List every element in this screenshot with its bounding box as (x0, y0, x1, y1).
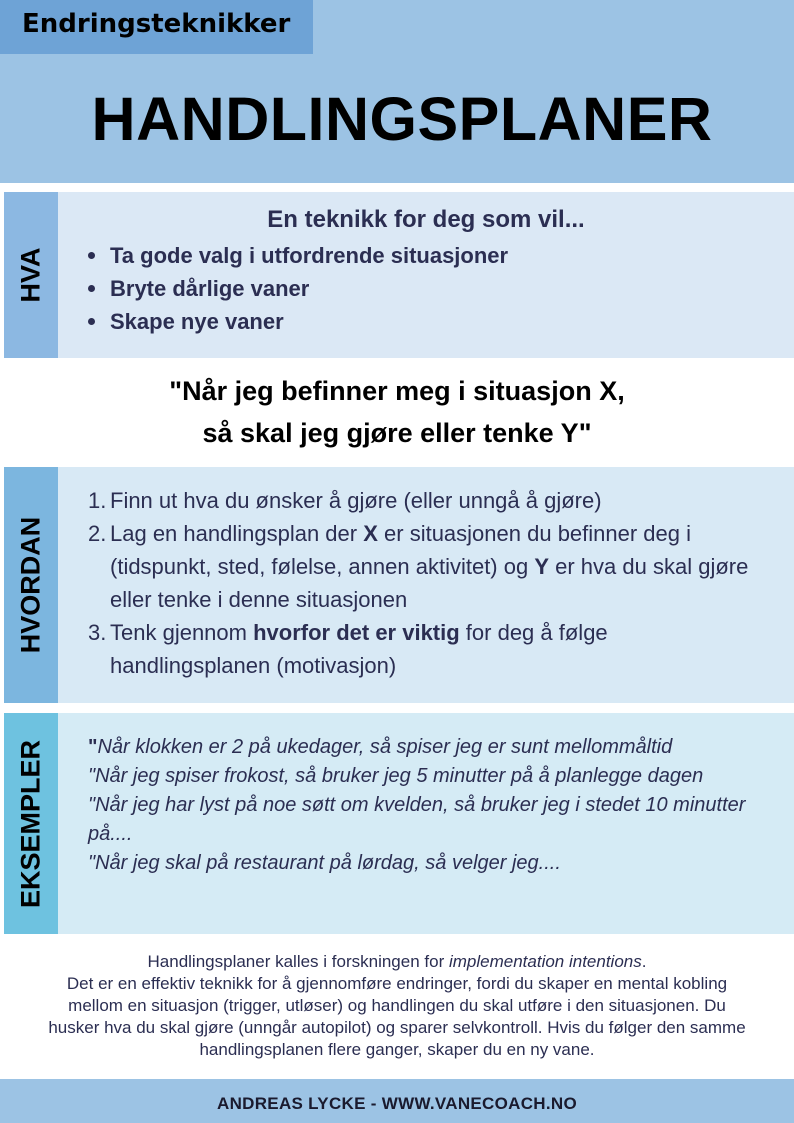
quote-mark: " (88, 736, 98, 758)
category-tag (0, 0, 313, 54)
section-hvordan (4, 467, 794, 703)
example-2: "Når jeg spiser frokost, så bruker jeg 5 minutter på å planlegge dagen (88, 765, 704, 787)
hva-list (58, 239, 508, 338)
step-3 (58, 616, 760, 682)
step-text: er situasjonen du befinner deg i (tidspunkt, sted, følelse, annen aktivitet) og (110, 521, 692, 579)
info-term: implementation intentions (448, 952, 642, 971)
step-2 (58, 517, 760, 616)
list-item (58, 305, 508, 338)
step-1 (58, 484, 760, 517)
step-text: for deg å følge handlingsplanen (motivasjon) (110, 620, 608, 678)
sidebar-eksempler (4, 713, 58, 934)
panel-hvordan (58, 467, 794, 703)
section-eksempler (4, 713, 794, 934)
footer-bar (0, 1079, 794, 1123)
list-item (58, 239, 508, 272)
examples-list (88, 733, 758, 878)
list-item-text: Bryte dårlige vaner (110, 276, 310, 301)
sidebar-label-eksempler: EKSEMPLER (15, 739, 46, 908)
step-text: Lag en handlingsplan der (110, 521, 364, 546)
panel-eksempler (58, 713, 794, 934)
info-text-part: . (641, 952, 647, 971)
bullet-icon (88, 285, 95, 292)
info-line-5: handlingsplanen flere ganger, skaper du en ny vane. (199, 1040, 595, 1059)
info-line-2: Det er en effektiv teknikk for å gjennomføre endringer, fordi du skaper en mental kobling (66, 974, 728, 993)
bullet-icon (88, 252, 95, 259)
step-highlight: Y (534, 554, 550, 579)
step-highlight: hvorfor det er viktig (253, 620, 460, 645)
info-text (0, 951, 794, 1061)
quote-line-1: "Når jeg befinner meg i situasjon X, (169, 376, 625, 406)
hva-intro: En teknikk for deg som vil... (267, 206, 585, 233)
sidebar-hvordan (4, 467, 58, 703)
panel-hva (58, 192, 794, 358)
list-item-text: Skape nye vaner (110, 309, 284, 334)
step-text: Tenk gjennom (110, 620, 254, 645)
bullet-icon (88, 318, 95, 325)
list-item-text: Ta gode valg i utfordrende situasjoner (110, 243, 509, 268)
footer-credit: ANDREAS LYCKE - WWW.VANECOACH.NO (217, 1094, 577, 1113)
sidebar-label-hva: HVA (15, 247, 46, 303)
info-line-1 (0, 951, 794, 973)
category-tag-label: Endringsteknikker (22, 9, 291, 39)
step-number: 3. (88, 620, 107, 645)
example-text: Når klokken er 2 på ukedager, så spiser jeg er sunt mellommåltid (97, 736, 673, 758)
info-text-part: Handlingsplaner kalles i forskningen for (147, 952, 449, 971)
info-line-3: mellom en situasjon (trigger, utløser) og handlingen du skal utføre i den situasjonen. Du (68, 996, 726, 1015)
info-line-4: husker hva du skal gjøre (unngår autopilot) og sparer selvkontroll. Hvis du følger den samme (48, 1018, 746, 1037)
quote-line-2: så skal jeg gjøre eller tenke Y" (202, 418, 592, 448)
steps-list (58, 484, 760, 682)
sidebar-label-hvordan: HVORDAN (15, 516, 46, 654)
step-highlight: X (363, 521, 378, 546)
step-number: 1. (88, 488, 107, 513)
example-4: "Når jeg skal på restaurant på lørdag, så velger jeg.... (88, 852, 561, 874)
page-title: HANDLINGSPLANER (91, 85, 713, 153)
section-hva (4, 192, 794, 358)
example-1 (88, 733, 758, 762)
list-item (58, 272, 508, 305)
step-number: 2. (88, 521, 107, 546)
step-text: Finn ut hva du ønsker å gjøre (eller unngå å gjøre) (110, 488, 602, 513)
example-3: "Når jeg har lyst på noe søtt om kvelden, så bruker jeg i stedet 10 minutter på.... (88, 794, 746, 845)
sidebar-hva (4, 192, 58, 358)
step-text: er hva du skal gjøre eller tenke i denne situasjonen (110, 554, 749, 612)
header (0, 0, 794, 183)
formula-quote (0, 370, 794, 454)
